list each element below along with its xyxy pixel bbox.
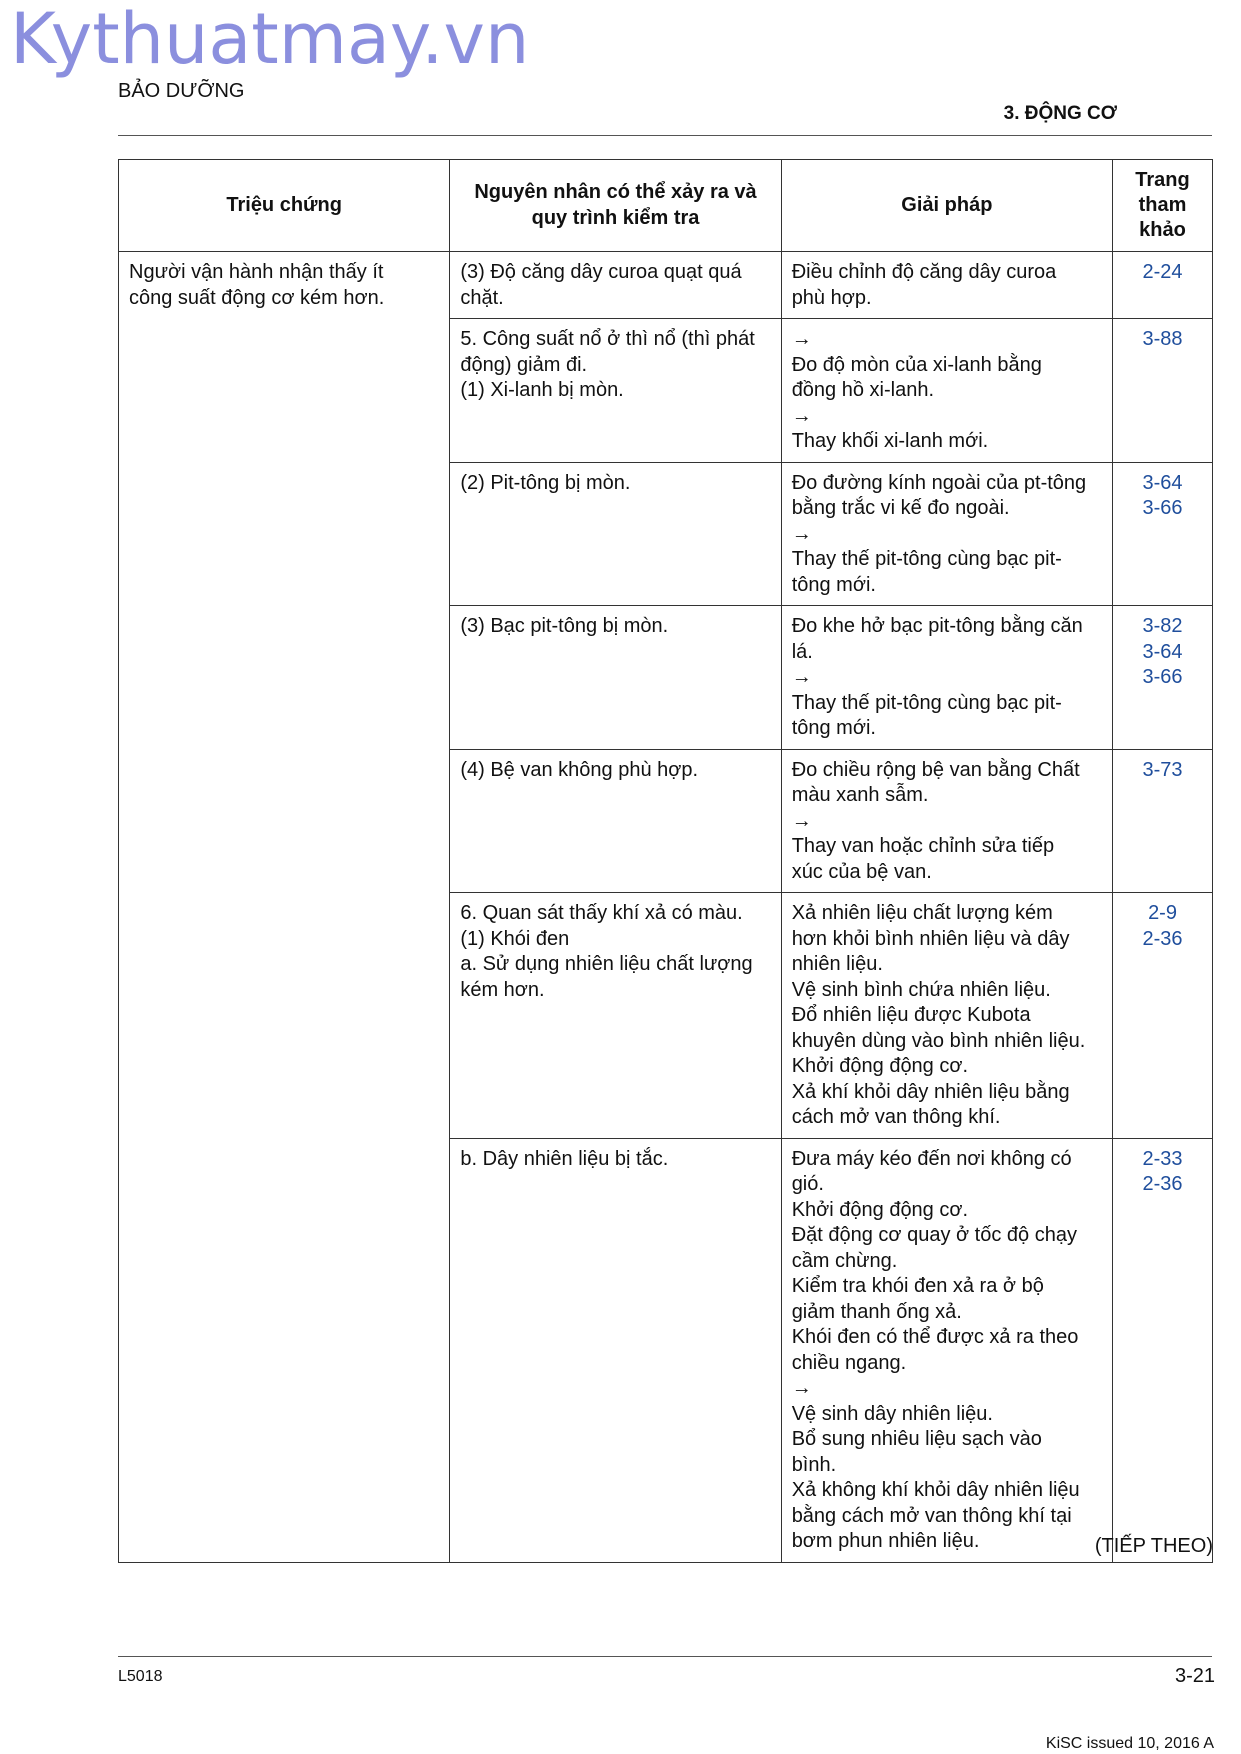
cause-cell-line: 6. Quan sát thấy khí xả có màu. bbox=[460, 902, 743, 924]
solution-cell-line: phù hợp. bbox=[791, 286, 872, 309]
solution-cell-line: hơn khỏi bình nhiên liệu và dây bbox=[791, 927, 1070, 950]
header-divider bbox=[118, 135, 1212, 136]
solution-cell-line: lá. bbox=[791, 640, 813, 663]
solution-cell-line: chiều ngang. bbox=[791, 1351, 907, 1374]
solution-cell-line: Xả không khí khỏi dây nhiên liệu bbox=[791, 1479, 1080, 1501]
solution-cell-line: tông mới. bbox=[791, 717, 876, 739]
column-header-symptom: Triệu chứng bbox=[119, 160, 450, 252]
watermark-logo: Kythuatmay.vn bbox=[10, 0, 530, 80]
cause-cell-line: (1) Xi-lanh bị mòn. bbox=[460, 379, 624, 401]
solution-cell-line: → bbox=[791, 328, 812, 350]
symptom-cell-line: công suất động cơ kém hơn. bbox=[129, 286, 385, 309]
solution-cell-line: → bbox=[791, 404, 812, 427]
solution-cell-line: Xả khí khỏi dây nhiên liệu bằng bbox=[791, 1080, 1070, 1103]
solution-cell-line: → bbox=[791, 522, 812, 545]
solution-cell-line: Khói đen có thể được xả ra theo bbox=[791, 1326, 1079, 1348]
solution-cell-line: Vệ sinh dây nhiên liệu. bbox=[791, 1402, 993, 1425]
solution-cell-line: Đo chiều rộng bệ van bằng Chất bbox=[791, 758, 1080, 781]
page-reference-link[interactable]: 3-73 bbox=[1142, 758, 1183, 781]
solution-cell-line: Thay van hoặc chỉnh sửa tiếp bbox=[791, 835, 1055, 857]
section-header-right: 3. ĐỘNG CƠ bbox=[1003, 103, 1117, 124]
solution-cell-line: → bbox=[791, 666, 812, 688]
solution-cell-line: Thay thế pit-tông cùng bạc pit- bbox=[791, 691, 1062, 714]
cause-cell bbox=[450, 1138, 781, 1562]
reference-cell bbox=[1113, 319, 1213, 463]
solution-cell bbox=[781, 1138, 1112, 1562]
page-reference-link[interactable]: 2-36 bbox=[1142, 927, 1183, 950]
reference-cell bbox=[1113, 893, 1213, 1139]
cause-cell bbox=[450, 252, 781, 319]
page-reference-link[interactable]: 2-33 bbox=[1142, 1147, 1183, 1170]
issue-note: KiSC issued 10, 2016 A bbox=[1045, 1735, 1214, 1752]
cause-cell bbox=[450, 749, 781, 893]
solution-cell bbox=[781, 252, 1112, 319]
symptom-cell bbox=[119, 252, 450, 1563]
reference-cell bbox=[1113, 462, 1213, 606]
table-header-row bbox=[119, 160, 1213, 252]
cause-cell-line: (3) Bạc pit-tông bị mòn. bbox=[460, 615, 669, 637]
page-reference-link[interactable]: 3-66 bbox=[1142, 497, 1183, 519]
solution-cell-line: Vệ sinh bình chứa nhiên liệu. bbox=[791, 978, 1051, 1001]
continued-label: (TIẾP THEO) bbox=[1094, 1535, 1213, 1557]
solution-cell-line: Thay khối xi-lanh mới. bbox=[791, 430, 989, 452]
symptom-cell-line: Người vận hành nhận thấy ít bbox=[129, 261, 384, 283]
solution-cell-line: bình. bbox=[791, 1453, 837, 1476]
solution-cell-line: gió. bbox=[791, 1173, 824, 1195]
solution-cell-line: Đo đường kính ngoài của pt-tông bbox=[791, 471, 1087, 494]
solution-cell-line: bơm phun nhiên liệu. bbox=[791, 1530, 980, 1552]
solution-cell-line: Đổ nhiên liệu được Kubota bbox=[791, 1004, 1031, 1026]
solution-cell-line: Đo độ mòn của xi-lanh bằng bbox=[791, 353, 1042, 376]
solution-cell bbox=[781, 319, 1112, 463]
solution-cell bbox=[781, 749, 1112, 893]
cause-cell-line: kém hơn. bbox=[460, 978, 545, 1001]
solution-cell-line: bằng cách mở van thông khí tại bbox=[791, 1504, 1072, 1527]
cause-cell-line: (3) Độ căng dây curoa quạt quá bbox=[460, 261, 742, 283]
solution-cell-line: bằng trắc vi kế đo ngoài. bbox=[791, 497, 1010, 519]
cause-cell-line: (1) Khói đen bbox=[460, 927, 570, 950]
solution-cell-line: → bbox=[791, 1377, 812, 1399]
cause-cell bbox=[450, 893, 781, 1139]
column-header-solution: Giải pháp bbox=[781, 160, 1112, 252]
solution-cell-line: giảm thanh ống xả. bbox=[791, 1300, 962, 1323]
solution-cell-line: nhiên liệu. bbox=[791, 953, 883, 975]
solution-cell bbox=[781, 606, 1112, 750]
solution-cell-line: Xả nhiên liệu chất lượng kém bbox=[791, 902, 1053, 924]
cause-cell-line: a. Sử dụng nhiên liệu chất lượng bbox=[460, 953, 753, 975]
solution-cell-line: Bổ sung nhiêu liệu sạch vào bbox=[791, 1428, 1042, 1450]
page-reference-link[interactable]: 3-64 bbox=[1142, 471, 1183, 494]
cause-cell-line: 5. Công suất nổ ở thì nổ (thì phát bbox=[460, 328, 755, 350]
page-reference-link[interactable]: 3-88 bbox=[1142, 328, 1183, 350]
solution-cell bbox=[781, 893, 1112, 1139]
solution-cell-line: cầm chừng. bbox=[791, 1249, 898, 1272]
page-reference-link[interactable]: 3-82 bbox=[1142, 615, 1183, 637]
solution-cell bbox=[781, 462, 1112, 606]
solution-cell-line: đồng hồ xi-lanh. bbox=[791, 379, 935, 401]
cause-cell-line: b. Dây nhiên liệu bị tắc. bbox=[460, 1147, 669, 1170]
page-reference-link[interactable]: 2-9 bbox=[1148, 902, 1177, 924]
solution-cell-line: Thay thế pit-tông cùng bạc pit- bbox=[791, 548, 1062, 570]
reference-cell bbox=[1113, 606, 1213, 750]
page-reference-link[interactable]: 3-66 bbox=[1142, 666, 1183, 688]
cause-cell bbox=[450, 319, 781, 463]
reference-cell bbox=[1113, 749, 1213, 893]
page-reference-link[interactable]: 2-24 bbox=[1142, 261, 1183, 283]
table-row bbox=[119, 252, 1213, 319]
reference-cell bbox=[1113, 252, 1213, 319]
solution-cell-line: Đo khe hở bạc pit-tông bằng căn bbox=[791, 615, 1083, 637]
page-number: 3-21 bbox=[1174, 1665, 1215, 1687]
cause-cell-line: chặt. bbox=[460, 286, 504, 309]
footer-divider bbox=[118, 1656, 1212, 1657]
solution-cell-line: tông mới. bbox=[791, 573, 876, 596]
cause-cell-line: (2) Pit-tông bị mòn. bbox=[460, 471, 631, 494]
reference-cell bbox=[1113, 1138, 1213, 1562]
solution-cell-line: Điều chỉnh độ căng dây curoa bbox=[791, 261, 1057, 283]
cause-cell bbox=[450, 462, 781, 606]
solution-cell-line: Khởi động động cơ. bbox=[791, 1055, 969, 1077]
solution-cell-line: khuyên dùng vào bình nhiên liệu. bbox=[791, 1029, 1086, 1052]
solution-cell-line: xúc của bệ van. bbox=[791, 860, 932, 883]
solution-cell-line: cách mở van thông khí. bbox=[791, 1106, 1001, 1128]
solution-cell-line: Khởi động động cơ. bbox=[791, 1198, 969, 1221]
cause-cell bbox=[450, 606, 781, 750]
cause-cell-line: động) giảm đi. bbox=[460, 353, 588, 376]
page-reference-link[interactable]: 3-64 bbox=[1142, 640, 1183, 663]
solution-cell-line: Kiểm tra khói đen xả ra ở bộ bbox=[791, 1275, 1044, 1297]
section-header-left: BẢO DƯỠNG bbox=[118, 80, 245, 102]
solution-cell-line: → bbox=[791, 809, 812, 832]
column-header-reference: Trang tham khảo bbox=[1113, 160, 1213, 252]
solution-cell-line: Đưa máy kéo đến nơi không có bbox=[791, 1147, 1072, 1170]
solution-cell-line: Đặt động cơ quay ở tốc độ chạy bbox=[791, 1224, 1077, 1246]
troubleshooting-table bbox=[118, 159, 1213, 1563]
solution-cell-line: màu xanh sẫm. bbox=[791, 784, 929, 806]
document-code: L5018 bbox=[118, 1668, 163, 1685]
page-reference-link[interactable]: 2-36 bbox=[1142, 1173, 1183, 1195]
cause-cell-line: (4) Bệ van không phù hợp. bbox=[460, 758, 699, 781]
column-header-cause: Nguyên nhân có thể xảy ra và quy trình kiểm tra bbox=[450, 160, 781, 252]
